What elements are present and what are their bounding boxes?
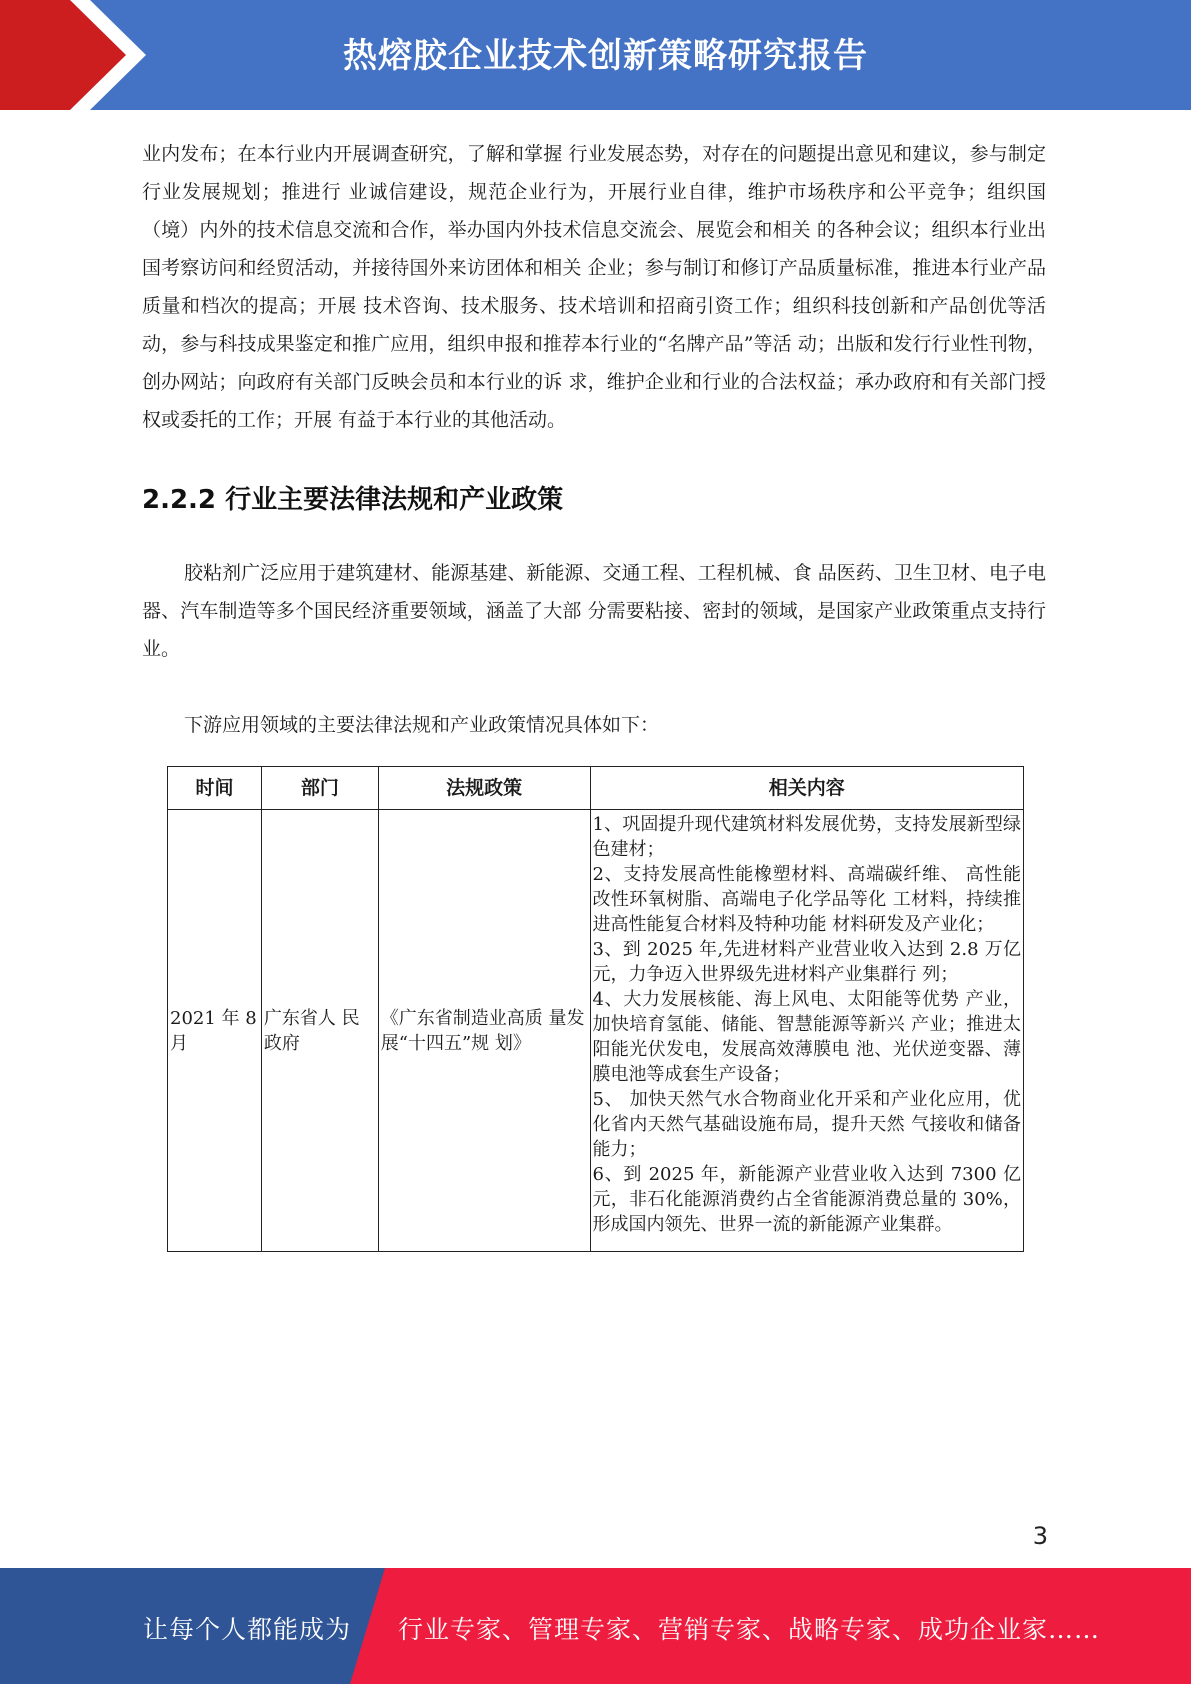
policy-table [167,766,1024,1252]
header-department: 部门 [261,767,378,810]
cell-policy: 《广东省制造业高质 量发展“十四五”规 划》 [378,810,590,1252]
cell-time: 2021 年 8 月 [168,810,262,1252]
table-header-row [168,767,1024,810]
content-item: 5、 加快天然气水合物商业化开采和产业化应用，优化省内天然气基础设施布局，提升天然 气接收和储备能力； [592,1089,1021,1160]
content-item: 4、大力发展核能、海上风电、太阳能等优势 产业，加快培育氢能、储能、智慧能源等新兴 产业；推进太阳能光伏发电，发展高效薄膜电 池、光伏逆变器、薄膜电池等成套生产设备； [592,989,1021,1085]
page-content [142,135,1046,1252]
section-paragraph-2: 下游应用领域的主要法律法规和产业政策情况具体如下： [184,714,660,736]
section-paragraph-1: 胶粘剂广泛应用于建筑建材、能源基建、新能源、交通工程、工程机械、食 品医药、卫生卫材、电子电器、汽车制造等多个国民经济重要领域，涵盖了大部 分需要粘接、密封的领域，是国家产业政策重点支持行业。 [142,562,1046,660]
header-content: 相关内容 [590,767,1023,810]
content-item: 1、巩固提升现代建筑材料发展优势，支持发展新型绿色建材； [592,814,1021,860]
cell-content [590,810,1023,1252]
report-title: 热熔胶企业技术创新策略研究报告 [343,36,868,76]
content-item: 2、支持发展高性能橡塑材料、高端碳纤维、 高性能改性环氧树脂、高端电子化学品等化 工材料，持续推进高性能复合材料及特种功能 材料研发及产业化； [592,864,1021,935]
footer-slogan-right: 行业专家、管理专家、营销专家、战略专家、成功企业家…… [398,1615,1101,1644]
footer-banner [0,1568,1191,1684]
header-time: 时间 [168,767,262,810]
header-banner [0,0,1191,110]
intro-paragraph: 业内发布；在本行业内开展调查研究，了解和掌握 行业发展态势，对存在的问题提出意见和建议，参与制定行业发展规划；推进行 业诚信建设，规范企业行为，开展行业自律，维护市场秩序和公平竞争；组织国 （境）内外的技术信息交流和合作，举办国内外技术信息交流会、展览会和相关 的各种会议；组织本行业出国考察访问和经贸活动，并接待国外来访团体和相关 企业；参与制订和修订产品质量标准，推进本行业产品质量和档次的提高；开展 技术咨询、技术服务、技术培训和招商引资工作；组织科技创新和产品创优等活 动，参与科技成果鉴定和推广应用，组织申报和推荐本行业的“名牌产品”等活 动；出版和发行行业性刊物，创办网站；向政府有关部门反映会员和本行业的诉 求，维护企业和行业的合法权益；承办政府和有关部门授权或委托的工作；开展 有益于本行业的其他活动。 [142,143,1046,431]
header-policy: 法规政策 [378,767,590,810]
section-heading: 2.2.2 行业主要法律法规和产业政策 [142,485,564,515]
content-item: 6、到 2025 年，新能源产业营业收入达到 7300 亿元，非石化能源消费约占全省能源消费总量的 30%，形成国内领先、世界一流的新能源产业集群。 [592,1164,1021,1235]
content-item: 3、到 2025 年,先进材料产业营业收入达到 2.8 万亿元，力争迈入世界级先进材料产业集群行 列； [592,939,1021,985]
page-number: 3 [1032,1522,1048,1550]
cell-department: 广东省人 民政府 [261,810,378,1252]
table-row [168,810,1024,1252]
footer-slogan-left: 让每个人都能成为 [143,1615,352,1644]
